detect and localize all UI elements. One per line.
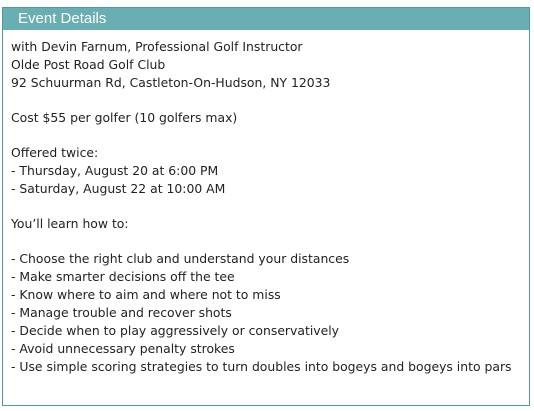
spacer bbox=[11, 198, 529, 215]
learn-item: - Avoid unnecessary penalty strokes bbox=[11, 341, 235, 356]
panel-body bbox=[3, 30, 529, 376]
venue-line: Olde Post Road Golf Club bbox=[11, 57, 166, 72]
learn-item: - Use simple scoring strategies to turn doubles into bogeys and bogeys into pars bbox=[11, 359, 512, 374]
address-line: 92 Schuurman Rd, Castleton-On-Hudson, NY 12033 bbox=[11, 75, 331, 90]
learn-item: - Choose the right club and understand your distances bbox=[11, 251, 350, 266]
learn-item: - Know where to aim and where not to miss bbox=[11, 287, 281, 302]
spacer bbox=[11, 127, 529, 144]
session-item: - Thursday, August 20 at 6:00 PM bbox=[11, 163, 219, 178]
offered-heading: Offered twice: bbox=[11, 145, 99, 160]
spacer bbox=[11, 233, 529, 250]
event-details-panel bbox=[2, 7, 530, 406]
learn-item: - Decide when to play aggressively or conservatively bbox=[11, 323, 339, 338]
spacer bbox=[11, 92, 529, 109]
session-item: - Saturday, August 22 at 10:00 AM bbox=[11, 181, 226, 196]
instructor-line: with Devin Farnum, Professional Golf Instructor bbox=[11, 39, 303, 54]
learn-heading: You’ll learn how to: bbox=[11, 216, 129, 231]
learn-item: - Manage trouble and recover shots bbox=[11, 305, 232, 320]
cost-line: Cost $55 per golfer (10 golfers max) bbox=[11, 110, 238, 125]
panel-title: Event Details bbox=[3, 8, 529, 30]
learn-item: - Make smarter decisions off the tee bbox=[11, 269, 235, 284]
